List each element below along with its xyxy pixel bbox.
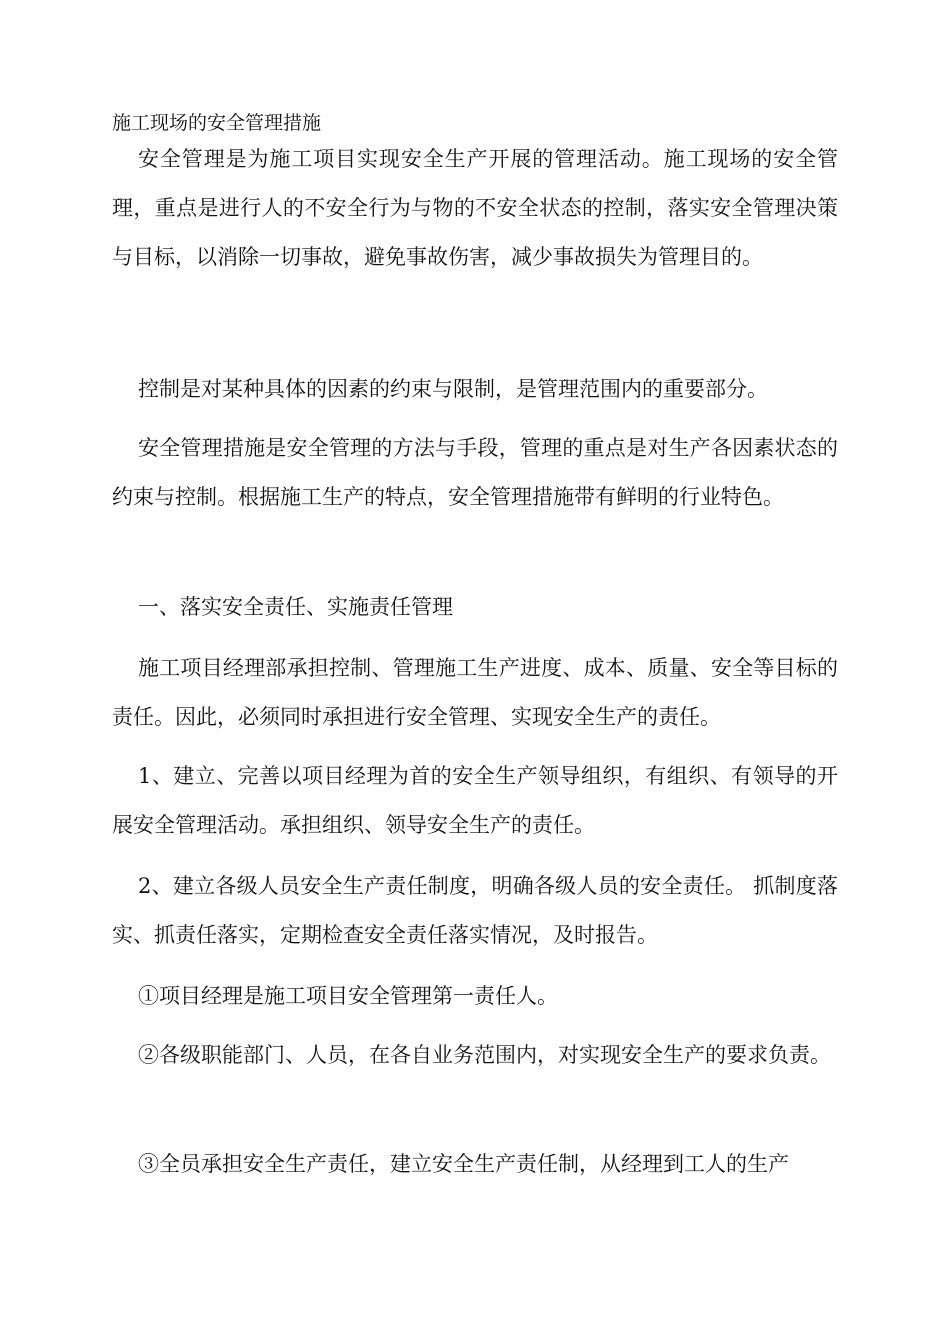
document-title: 施工现场的安全管理措施	[112, 112, 322, 134]
paragraph-subitem-1: ①项目经理是施工项目安全管理第一责任人。	[138, 984, 558, 1008]
section-heading-1: 一、落实安全责任、实施责任管理	[138, 595, 453, 619]
paragraph-responsibility: 施工项目经理部承担控制、管理施工生产进度、成本、质量、安全等目标的责任。因此，必须同时承担进行安全管理、实现安全生产的责任。	[112, 656, 838, 729]
paragraph-intro: 安全管理是为施工项目实现安全生产开展的管理活动。施工现场的安全管理，重点是进行人的不安全行为与物的不安全状态的控制，落实安全管理决策与目标，以消除一切事故，避免事故伤害，减少事故损失为管理目的。	[112, 147, 838, 269]
paragraph-item-2: 2、建立各级人员安全生产责任制度，明确各级人员的安全责任。 抓制度落实、抓责任落实，定期检查安全责任落实情况，及时报告。	[112, 874, 838, 947]
paragraph-subitem-3: ③全员承担安全生产责任，建立安全生产责任制，从经理到工人的生产	[138, 1152, 789, 1176]
paragraph-item-1: 1、建立、完善以项目经理为首的安全生产领导组织，有组织、有领导的开展安全管理活动。承担组织、领导安全生产的责任。	[112, 764, 838, 837]
paragraph-control: 控制是对某种具体的因素的约束与限制，是管理范围内的重要部分。	[138, 377, 768, 401]
paragraph-subitem-2: ②各级职能部门、人员，在各自业务范围内，对实现安全生产的要求负责。	[138, 1043, 831, 1067]
paragraph-measures: 安全管理措施是安全管理的方法与手段，管理的重点是对生产各因素状态的约束与控制。根据施工生产的特点，安全管理措施带有鲜明的行业特色。	[112, 436, 838, 509]
